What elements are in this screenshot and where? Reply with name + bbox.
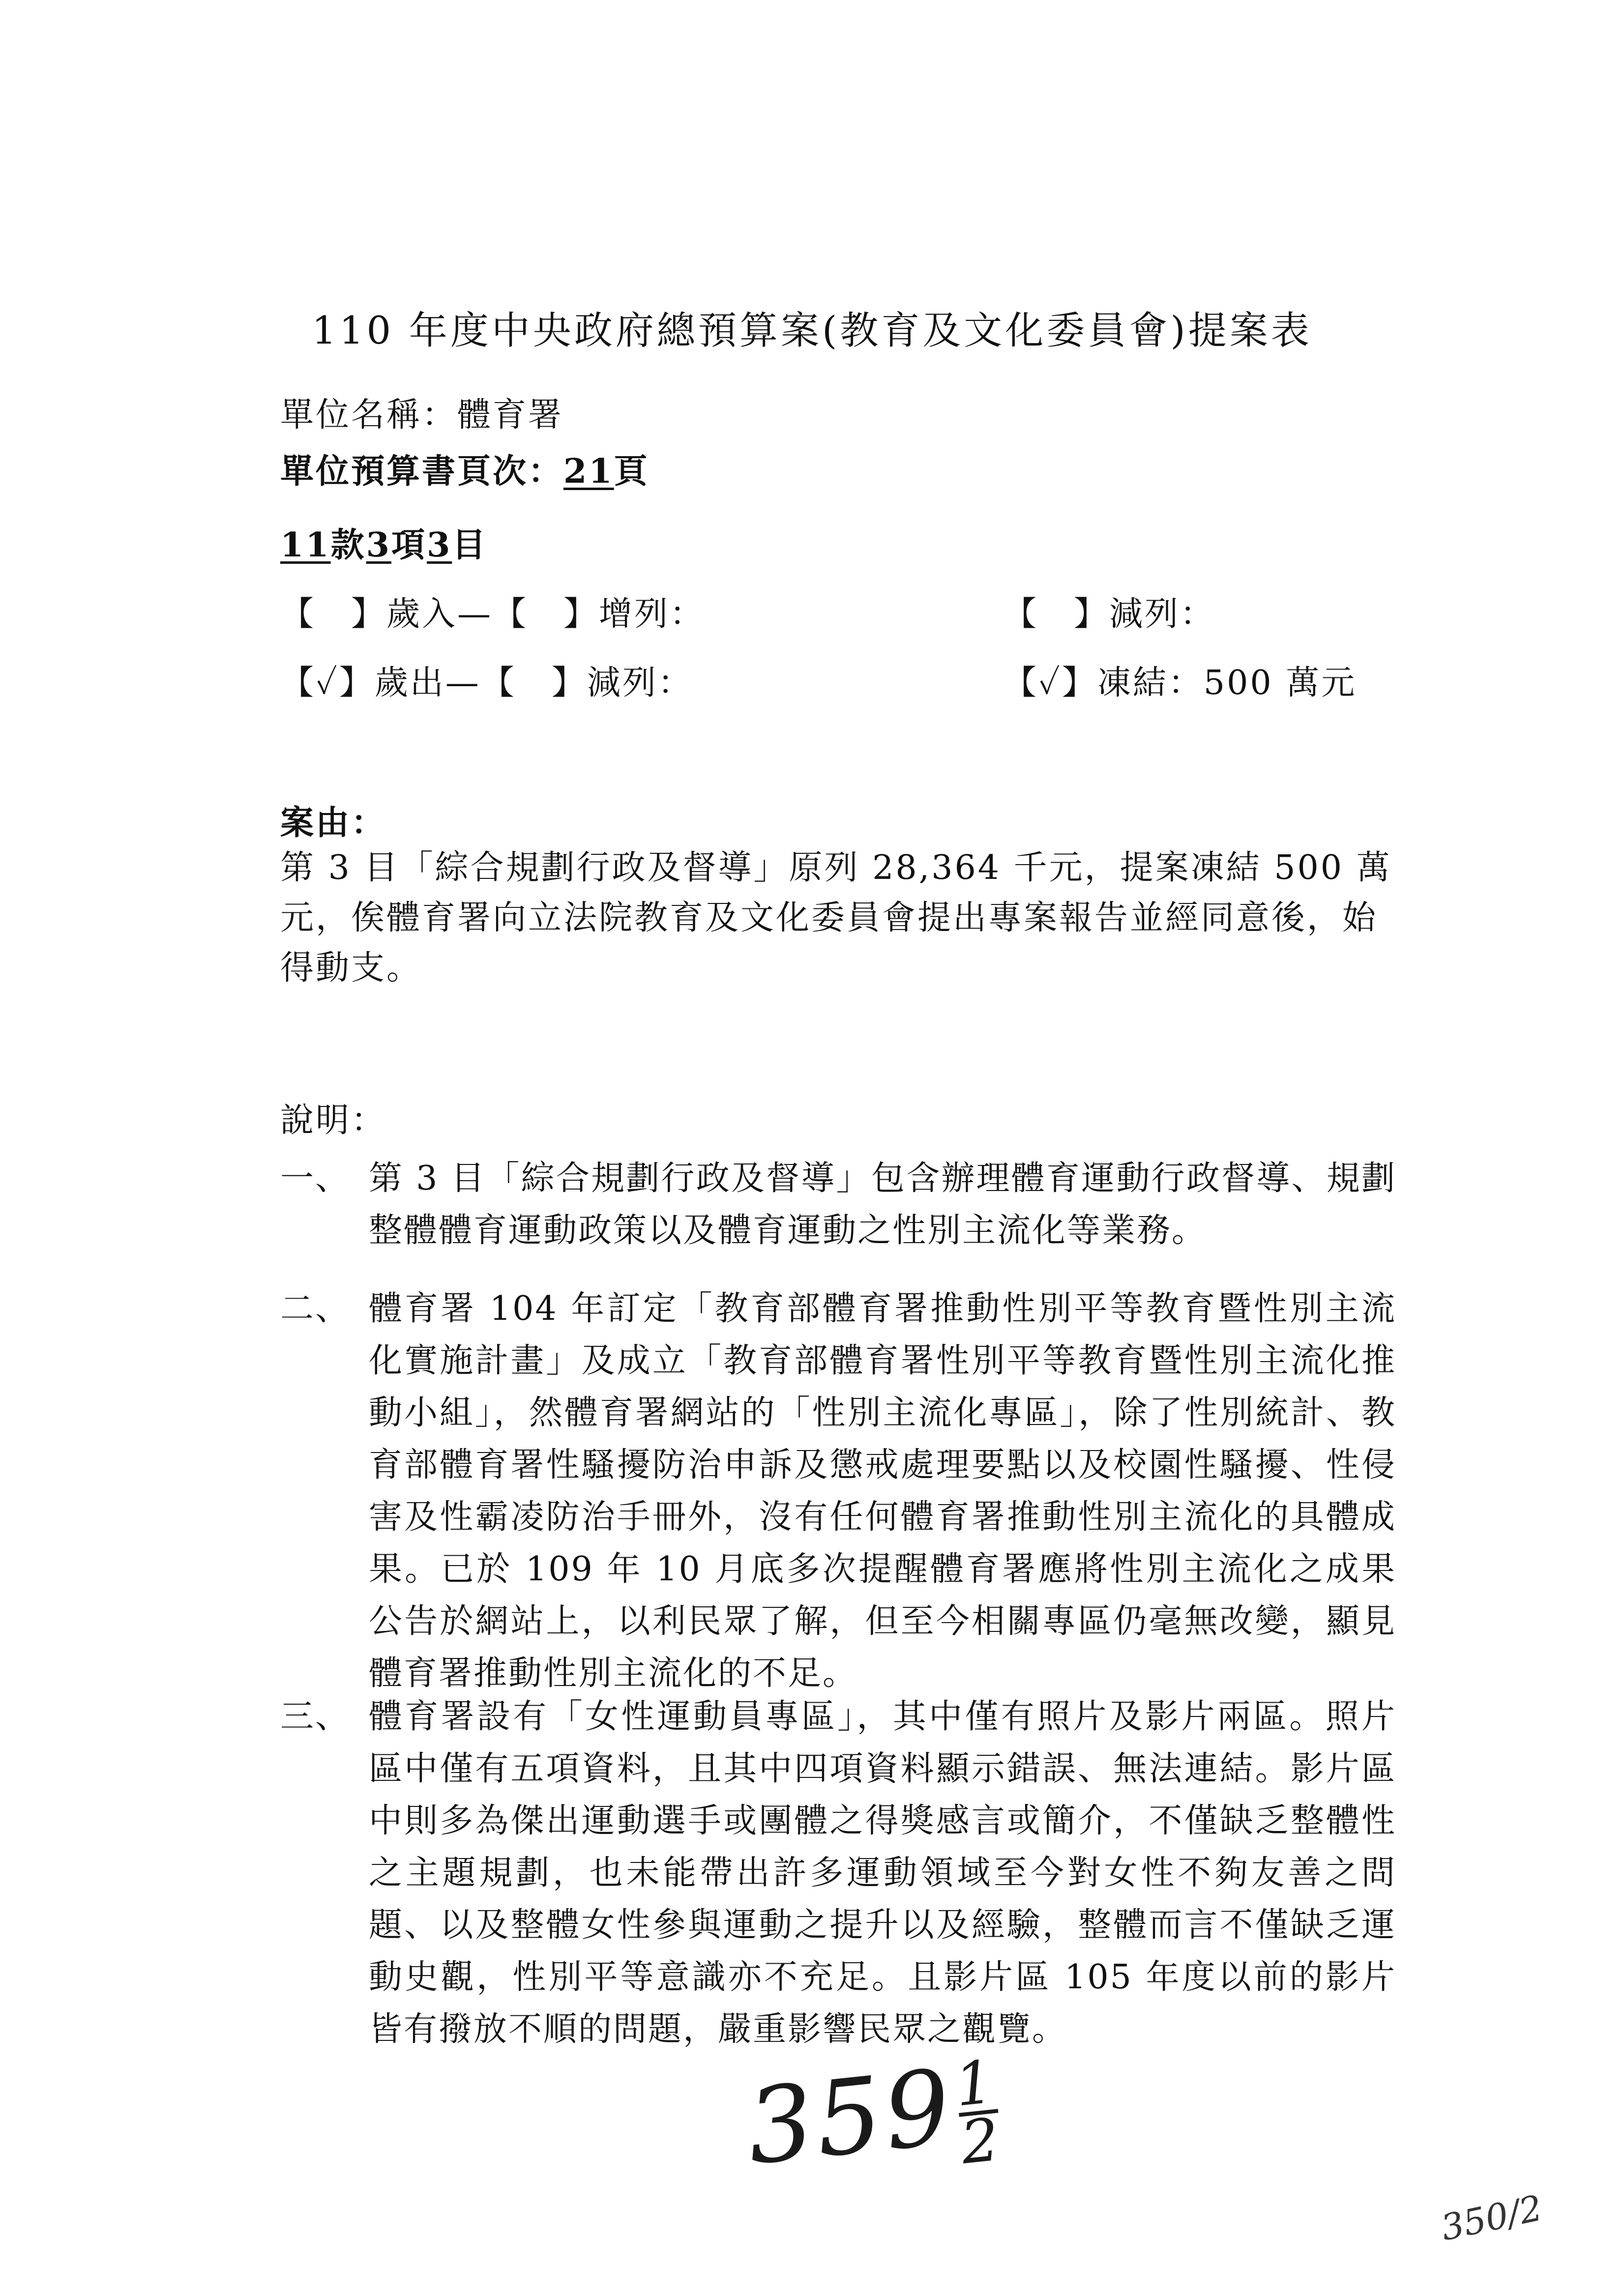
item-number: 三、 (280, 1697, 351, 1736)
item-text: 體育署設有「女性運動員專區」，其中僅有照片及影片兩區。照片區中僅有五項資料，且其中四項資料顯示錯誤、無法連結。影片區中則多為傑出運動選手或團體之得獎感言或簡介，不僅缺乏整體性之主題規劃，也未能帶出許多運動領域至今對女性不夠友善之問題、以及整體女性參與運動之提升以及經驗，整體而言不僅缺乏運動史觀，性別平等意識亦不充足。且影片區 105 年度以前的影片皆有撥放不順的問題，嚴重影響民眾之觀覽。 (369, 1697, 1396, 2049)
explanation-item (280, 1691, 1396, 2056)
page-number-main: 359 (741, 2046, 959, 2188)
budget-page-prefix: 單位預算書頁次： (280, 452, 564, 491)
kuan-number: 11 (280, 525, 331, 565)
handwritten-stamp: 350/2 (1437, 2187, 1546, 2249)
handwritten-page-number (741, 2042, 1004, 2193)
budget-page-suffix: 頁 (614, 452, 650, 491)
fraction-denominator: 2 (958, 2105, 1005, 2178)
xiang-label: 項 (391, 525, 427, 565)
budget-page-line (280, 445, 650, 493)
budget-page-number: 21 (563, 452, 614, 491)
page-number-fraction (951, 2047, 1005, 2178)
reason-heading: 案由： (280, 803, 387, 843)
mu-number: 3 (427, 525, 452, 565)
option-revenue-increase: 【 】歲入—【 】增列： (280, 595, 706, 634)
item-text: 體育署 104 年訂定「教育部體育署推動性別平等教育暨性別主流化實施計畫」及成立「教育部體育署性別平等教育暨性別主流化推動小組」，然體育署網站的「性別主流化專區」，除了性別統計、教育部體育署性騷擾防治申訴及懲戒處理要點以及校園性騷擾、性侵害及性霸凌防治手冊外，沒有任何體育署推動性別主流化的具體成果。已於 109 年 10 月底多次提醒體育署應將性別主流化之成果公告於網站上，以利民眾了解，但至今相關專區仍毫無改變，顯見體育署推動性別主流化的不足。 (369, 1289, 1396, 1693)
explanation-item (280, 1153, 1396, 1257)
item-number: 一、 (280, 1159, 351, 1198)
option-expenditure-decrease: 【✓】歲出—【 】減列： (280, 664, 693, 702)
mu-label: 目 (452, 525, 488, 565)
item-text: 第 3 目「綜合規劃行政及督導」包含辦理體育運動行政督導、規劃整體體育運動政策以及體育運動之性別主流化等業務。 (369, 1159, 1396, 1250)
item-number: 二、 (280, 1289, 351, 1328)
category-line (280, 519, 487, 566)
reason-text: 第 3 目「綜合規劃行政及督導」原列 28,364 千元，提案凍結 500 萬元，俟體育署向立法院教育及文化委員會提出專案報告並經同意後，始得動支。 (280, 848, 1392, 988)
fraction-numerator: 1 (951, 2047, 1000, 2120)
option-expenditure-freeze: 【✓】凍結：500 萬元 (1003, 664, 1357, 702)
document-title: 110 年度中央政府總預算案(教育及文化委員會)提案表 (312, 309, 1312, 353)
unit-name: 單位名稱：體育署 (280, 396, 564, 435)
option-revenue-decrease: 【 】減列： (1003, 595, 1216, 634)
xiang-number: 3 (366, 525, 391, 565)
kuan-label: 款 (330, 525, 366, 565)
explanation-heading: 說明： (280, 1101, 387, 1140)
explanation-item (280, 1283, 1396, 1700)
